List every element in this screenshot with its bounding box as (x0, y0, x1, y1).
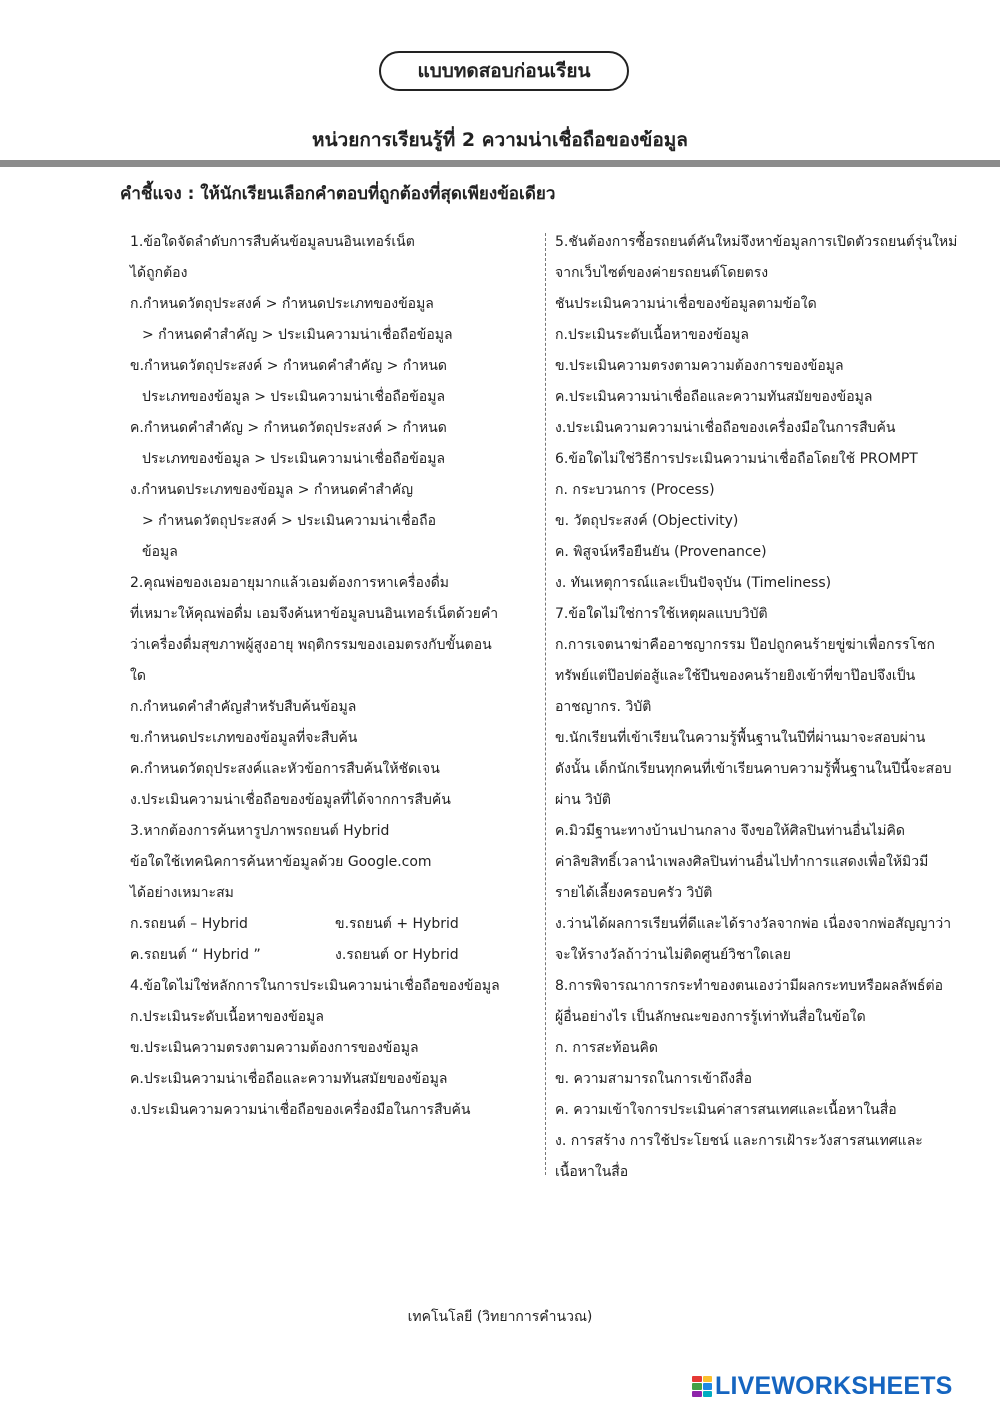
question-text: ที่เหมาะให้คุณพ่อดื่ม เอมจึงค้นหาข้อมูลบนอินเทอร์เน็ตด้วยคำ (130, 606, 499, 622)
answer-option: ข.กำหนดประเภทของข้อมูลที่จะสืบค้น (130, 730, 358, 746)
answer-option: ค.กำหนดวัตถุประสงค์และหัวข้อการสืบค้นให้ชัดเจน (130, 761, 440, 777)
logo-tile (703, 1376, 713, 1383)
answer-option-continued: ทรัพย์แต่ป๊อปต่อสู้และใช้ปืนของคนร้ายยิงเข้าที่ขาป๊อปจึงเป็น (555, 668, 916, 684)
logo-tile (692, 1376, 702, 1383)
answer-option: ข.ประเมินความตรงตามความต้องการของข้อมูล (555, 358, 844, 374)
answer-option: ก. การสะท้อนคิด (555, 1040, 658, 1056)
answer-option: ง. การสร้าง การใช้ประโยชน์ และการเฝ้าระวังสารสนเทศและ (555, 1133, 923, 1149)
answer-option: ก.การเจตนาฆ่าคืออาชญากรรม ป๊อปถูกคนร้ายขู่ฆ่าเพื่อกรรโชก (555, 637, 935, 653)
answer-option: ก.กำหนดคำสำคัญสำหรับสืบค้นข้อมูล (130, 699, 357, 715)
question-text: จากเว็บไซต์ของค่ายรถยนต์โดยตรง (555, 265, 769, 281)
answer-option-continued: ดังนั้น เด็กนักเรียนทุกคนที่เข้าเรียนคาบความรู้พื้นฐานในปีนี้จะสอบ (555, 761, 952, 777)
answer-option: ก. กระบวนการ (Process) (555, 482, 715, 498)
answer-option: ง.ประเมินความความน่าเชื่อถือของเครื่องมือในการสืบค้น (555, 420, 896, 436)
answer-option-continued: ผ่าน วิบัติ (555, 792, 611, 808)
answer-option-continued: เนื้อหาในสื่อ (555, 1164, 629, 1180)
answer-option-continued: ประเภทของข้อมูล > ประเมินความน่าเชื่อถือข้อมูล (142, 451, 446, 467)
answer-option-continued: > กำหนดวัตถุประสงค์ > ประเมินความน่าเชื่อถือ (142, 513, 436, 529)
logo-tile (692, 1383, 702, 1390)
answer-option: ก.รถยนต์ – Hybrid (130, 916, 248, 932)
instructions: คำชี้แจง : ให้นักเรียนเลือกคำตอบที่ถูกต้องที่สุดเพียงข้อเดียว (120, 184, 556, 204)
answer-option: ข.นักเรียนที่เข้าเรียนในความรู้พื้นฐานในปีที่ผ่านมาจะสอบผ่าน (555, 730, 926, 746)
question-text: 7.ข้อใดไม่ใช่การใช้เหตุผลแบบวิบัติ (555, 606, 768, 622)
answer-option: ง.ประเมินความน่าเชื่อถือของข้อมูลที่ได้จากการสืบค้น (130, 792, 451, 808)
question-text: ได้ถูกต้อง (130, 265, 188, 281)
question-text: 2.คุณพ่อของเอมอายุมากแล้วเอมต้องการหาเครื่องดื่ม (130, 575, 450, 591)
answer-option: ง.ว่านได้ผลการเรียนที่ดีและได้รางวัลจากพ่อ เนื่องจากพ่อสัญญาว่า (555, 916, 952, 932)
logo-grid-icon (692, 1376, 712, 1398)
answer-option: ง. ทันเหตุการณ์และเป็นปัจจุบัน (Timeliness) (555, 575, 832, 591)
answer-option: ง.ประเมินความความน่าเชื่อถือของเครื่องมือในการสืบค้น (130, 1102, 471, 1118)
answer-option: ข.ประเมินความตรงตามความต้องการของข้อมูล (130, 1040, 419, 1056)
answer-option-continued: ค่าลิขสิทธิ์เวลานำเพลงศิลปินท่านอื่นไปทำการแสดงเพื่อให้มิวมี (555, 854, 929, 870)
answer-option: ค.ประเมินความน่าเชื่อถือและความทันสมัยของข้อมูล (130, 1071, 448, 1087)
header-divider (0, 160, 1000, 167)
answer-option: ค.กำหนดคำสำคัญ > กำหนดวัตถุประสงค์ > กำหนด (130, 420, 447, 436)
liveworksheets-logo (692, 1372, 953, 1401)
answer-option: ค.รถยนต์ “ Hybrid ” (130, 947, 261, 963)
logo-tile (703, 1391, 713, 1398)
answer-option-continued: รายได้เลี้ยงครอบครัว วิบัติ (555, 885, 713, 901)
brand-name: LIVEWORKSHEETS (715, 1372, 953, 1400)
question-text: 5.ชันต้องการซื้อรถยนต์คันใหม่จึงหาข้อมูลการเปิดตัวรถยนต์รุ่นใหม่ (555, 234, 958, 250)
question-text: ว่าเครื่องดื่มสุขภาพผู้สูงอายุ พฤติกรรมของเอมตรงกับขั้นตอน (130, 637, 492, 653)
answer-option: ก.กำหนดวัตถุประสงค์ > กำหนดประเภทของข้อมูล (130, 296, 434, 312)
answer-option: ก.ประเมินระดับเนื้อหาของข้อมูล (130, 1009, 324, 1025)
question-text: ชันประเมินความน่าเชื่อของข้อมูลตามข้อใด (555, 296, 817, 312)
answer-option: ค.ประเมินความน่าเชื่อถือและความทันสมัยของข้อมูล (555, 389, 873, 405)
answer-option-continued: อาชญากร. วิบัติ (555, 699, 652, 715)
answer-option: ข.รถยนต์ + Hybrid (335, 916, 459, 932)
answer-option-continued: ข้อมูล (142, 544, 178, 560)
answer-option: ข.กำหนดวัตถุประสงค์ > กำหนดคำสำคัญ > กำหนด (130, 358, 447, 374)
answer-option-row (130, 940, 525, 971)
answer-option: ก.ประเมินระดับเนื้อหาของข้อมูล (555, 327, 749, 343)
answer-option: ค. ความเข้าใจการประเมินค่าสารสนเทศและเนื้อหาในสื่อ (555, 1102, 897, 1118)
logo-tile (703, 1383, 713, 1390)
question-text: 3.หากต้องการค้นหารูปภาพรถยนต์ Hybrid (130, 823, 390, 839)
unit-subtitle: หน่วยการเรียนรู้ที่ 2 ความน่าเชื่อถือของข้อมูล (312, 129, 688, 151)
question-text: ผู้อื่นอย่างไร เป็นลักษณะของการรู้เท่าทันสื่อในข้อใด (555, 1009, 866, 1025)
logo-tile (692, 1391, 702, 1398)
column-divider (545, 233, 546, 1175)
page-title: แบบทดสอบก่อนเรียน (379, 51, 629, 91)
question-text: 1.ข้อใดจัดลำดับการสืบค้นข้อมูลบนอินเทอร์เน็ต (130, 234, 415, 250)
answer-option-continued: ประเภทของข้อมูล > ประเมินความน่าเชื่อถือข้อมูล (142, 389, 446, 405)
question-column-right (555, 227, 975, 1188)
answer-option: ง.รถยนต์ or Hybrid (335, 947, 459, 963)
answer-option-continued: > กำหนดคำสำคัญ > ประเมินความน่าเชื่อถือข้อมูล (142, 327, 453, 343)
answer-option: ค. พิสูจน์หรือยืนยัน (Provenance) (555, 544, 767, 560)
answer-option: ข. วัตถุประสงค์ (Objectivity) (555, 513, 739, 529)
question-column-left (130, 227, 525, 1126)
question-text: ได้อย่างเหมาะสม (130, 885, 234, 901)
answer-option-continued: จะให้รางวัลถ้าว่านไม่ติดศูนย์วิชาใดเลย (555, 947, 791, 963)
question-text: ข้อใดใช้เทคนิคการค้นหาข้อมูลด้วย Google.com (130, 854, 432, 870)
page-footer: เทคโนโลยี (วิทยาการคำนวณ) (407, 1309, 593, 1325)
question-text: ใด (130, 668, 146, 684)
question-text: 6.ข้อใดไม่ใช่วิธีการประเมินความน่าเชื่อถือโดยใช้ PROMPT (555, 451, 918, 467)
question-text: 4.ข้อใดไม่ใช่หลักการในการประเมินความน่าเชื่อถือของข้อมูล (130, 978, 500, 994)
answer-option-row (130, 909, 525, 940)
answer-option: ค.มิวมีฐานะทางบ้านปานกลาง จึงขอให้ศิลปินท่านอื่นไม่คิด (555, 823, 905, 839)
question-text: 8.การพิจารณาการกระทำของตนเองว่ามีผลกระทบหรือผลลัพธ์ต่อ (555, 978, 944, 994)
answer-option: ข. ความสามารถในการเข้าถึงสื่อ (555, 1071, 753, 1087)
answer-option: ง.กำหนดประเภทของข้อมูล > กำหนดคำสำคัญ (130, 482, 414, 498)
